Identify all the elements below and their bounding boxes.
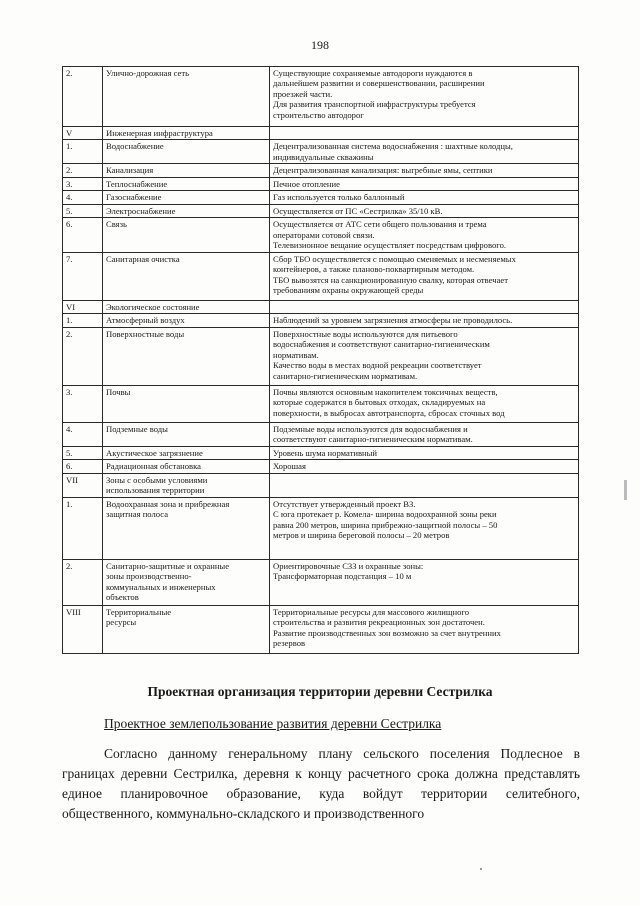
table-row xyxy=(63,559,579,605)
row-number: 6. xyxy=(63,460,103,473)
row-name: Водоснабжение xyxy=(103,140,270,164)
row-description: Ориентировочные СЗЗ и охранные зоны: Трансформаторная подстанция – 10 м xyxy=(270,559,579,605)
row-number: 4. xyxy=(63,422,103,446)
table-row xyxy=(63,460,579,473)
row-number: 1. xyxy=(63,497,103,559)
row-name: Электроснабжение xyxy=(103,204,270,217)
row-description: Газ используется только баллонный xyxy=(270,191,579,204)
row-name: Радиационная обстановка xyxy=(103,460,270,473)
table-row xyxy=(63,127,579,140)
table-row xyxy=(63,204,579,217)
row-description xyxy=(270,127,579,140)
subsection-heading: Проектное землепользование развития деревни Сестрилка xyxy=(104,716,442,731)
row-name: Акустическое загрязнение xyxy=(103,446,270,459)
table-row xyxy=(63,385,579,422)
row-number: 5. xyxy=(63,446,103,459)
row-name: Экологическое состояние xyxy=(103,300,270,313)
table-row xyxy=(63,140,579,164)
row-description: Хорошая xyxy=(270,460,579,473)
row-description: Осуществляется от АТС сети общего пользования и трема операторами сотовой связи. Телевизионное вещание осуществляет посредствам цифрового. xyxy=(270,218,579,252)
row-name: Подземные воды xyxy=(103,422,270,446)
table-row xyxy=(63,473,579,497)
row-number: 1. xyxy=(63,140,103,164)
row-number: 1. xyxy=(63,314,103,327)
data-table xyxy=(62,66,579,654)
row-number: 6. xyxy=(63,218,103,252)
row-description: Сбор ТБО осуществляется с помощью сменяемых и несменяемых контейнеров, а также планово-поквартирным методом. ТБО вывозятся на санкционированную свалку, которая отвечает требованиям охраны окружающей среды xyxy=(270,252,579,300)
table-row xyxy=(63,177,579,190)
row-description: Отсутствует утвержденный проект ВЗ. С юга протекает р. Комела- ширина водоохранной зоны реки равна 200 метров, ширина прибрежно-защитной полосы – 50 метров и ширина береговой полосы – 20 метров xyxy=(270,497,579,559)
row-name: Территориальные ресурсы xyxy=(103,605,270,653)
row-name: Поверхностные воды xyxy=(103,327,270,385)
row-number: 2. xyxy=(63,559,103,605)
row-number: 3. xyxy=(63,385,103,422)
table-row xyxy=(63,300,579,313)
row-name: Улично-дорожная сеть xyxy=(103,67,270,127)
page-number: 198 xyxy=(311,38,329,52)
table-row xyxy=(63,422,579,446)
row-name: Атмосферный воздух xyxy=(103,314,270,327)
table-row xyxy=(63,191,579,204)
row-description: Наблюдений за уровнем загрязнения атмосферы не проводилось. xyxy=(270,314,579,327)
row-number: VII xyxy=(63,473,103,497)
section-heading: Проектная организация территории деревни Сестрилка xyxy=(147,684,493,699)
row-name: Почвы xyxy=(103,385,270,422)
row-name: Инженерная инфраструктура xyxy=(103,127,270,140)
scan-edge-mark xyxy=(624,480,627,500)
table-row xyxy=(63,314,579,327)
table-row xyxy=(63,497,579,559)
row-description: Почвы являются основным накопителем токсичных веществ, которые содержатся в бытовых отходах, складируемых на поверхности, в выбросах автотранспорта, сбросах сточных вод xyxy=(270,385,579,422)
row-number: VIII xyxy=(63,605,103,653)
table-row xyxy=(63,327,579,385)
row-name: Газоснабжение xyxy=(103,191,270,204)
row-number: VI xyxy=(63,300,103,313)
row-number: 2. xyxy=(63,327,103,385)
body-paragraph: Согласно данному генеральному плану сельского поселения Подлесное в границах деревни Сестрилка, деревня к концу расчетного срока должна представлять единое планировочное образование, куда войдут территории селитебного, общественного, коммунально-складского и производственного xyxy=(62,746,580,821)
row-description: Существующие сохраняемые автодороги нуждаются в дальнейшем развитии и совершенствовании, расширении проезжей части. Для развития транспортной инфраструктуры требуется строительство автодорог xyxy=(270,67,579,127)
row-number: 2. xyxy=(63,164,103,177)
row-number: 5. xyxy=(63,204,103,217)
row-description: Децентрализованная канализация: выгребные ямы, септики xyxy=(270,164,579,177)
row-number: V xyxy=(63,127,103,140)
row-name: Водоохранная зона и прибрежная защитная полоса xyxy=(103,497,270,559)
table-row xyxy=(63,67,579,127)
table-row xyxy=(63,218,579,252)
row-description: Уровень шума нормативный xyxy=(270,446,579,459)
table-row xyxy=(63,164,579,177)
scan-dot xyxy=(480,868,482,870)
row-description xyxy=(270,300,579,313)
row-number: 7. xyxy=(63,252,103,300)
table-row xyxy=(63,446,579,459)
row-name: Зоны с особыми условиями использования территории xyxy=(103,473,270,497)
row-description: Печное отопление xyxy=(270,177,579,190)
row-number: 3. xyxy=(63,177,103,190)
row-name: Связь xyxy=(103,218,270,252)
row-number: 4. xyxy=(63,191,103,204)
table-row xyxy=(63,605,579,653)
row-description: Территориальные ресурсы для массового жилищного строительства и развития рекреационных зон достаточен. Развитие производственных зон возможно за счет внутренних резервов xyxy=(270,605,579,653)
row-name: Теплоснабжение xyxy=(103,177,270,190)
row-number: 2. xyxy=(63,67,103,127)
row-description: Поверхностные воды используются для питьевого водоснабжения и соответствуют санитарно-гигиеническим нормативам. Качество воды в местах водной рекреации соответствует санитарно-гигиеническим нормативам. xyxy=(270,327,579,385)
row-description xyxy=(270,473,579,497)
row-description: Подземные воды используются для водоснабжения и соответствуют санитарно-гигиеническим нормативам. xyxy=(270,422,579,446)
row-name: Санитарная очистка xyxy=(103,252,270,300)
row-name: Канализация xyxy=(103,164,270,177)
row-name: Санитарно-защитные и охранные зоны производственно- коммунальных и инженерных объектов xyxy=(103,559,270,605)
row-description: Децентрализованная система водоснабжения : шахтные колодцы, индивидуальные скважины xyxy=(270,140,579,164)
row-description: Осуществляется от ПС «Сестрилка» 35/10 кВ. xyxy=(270,204,579,217)
table-row xyxy=(63,252,579,300)
